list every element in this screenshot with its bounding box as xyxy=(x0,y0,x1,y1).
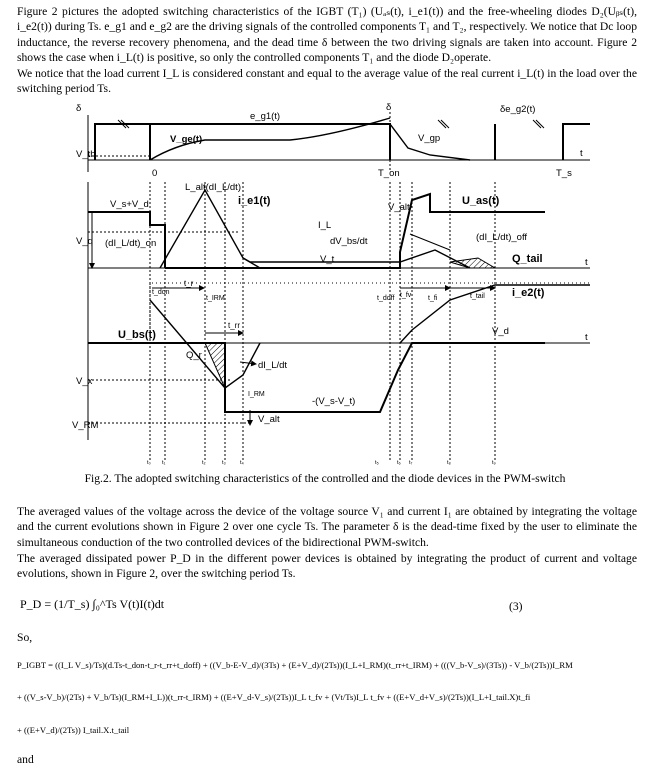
eg2-label: δe_g2(t) xyxy=(500,104,536,115)
dvbs-label: dV_bs/dt xyxy=(330,236,368,247)
body-paragraph-2: The averaged dissipated power P_D in the different power devices is obtained by integrating the product of current and voltage evolutions, shown in Figure 2, over the switching period Ts. xyxy=(17,552,637,581)
qr-hatch xyxy=(205,343,225,388)
figure-caption: Fig.2. The adopted switching characteristics of the controlled and the diode devices in the PWM-switch xyxy=(84,472,566,485)
intro-paragraph-2: We notice that the load current I_L is considered constant and equal to the average value of the real current i_L(t) in the load over the switching period Ts. xyxy=(17,67,637,96)
pigbt-equation-line1: P_IGBT = ((I_L V_s)/Ts)(d.Ts-t_don-t_r-t_rr+t_doff) + ((V_b-E-V_d)/(3Ts) + (E+V_d)/(2Ts))(I_L+I_RM)(t_rr+t_IRM) + (((V_b-V_s)/(3Ts)) - V_b/(2Ts))I_RM xyxy=(17,660,573,670)
uas-label: U_as(t) xyxy=(462,195,500,207)
axis-mark-label: t₅ xyxy=(375,460,379,466)
so-label: So, xyxy=(17,631,33,644)
tfi-label: t_fi xyxy=(428,295,438,302)
eg1-low-trace xyxy=(95,124,150,160)
qtail-label: Q_tail xyxy=(512,253,543,265)
ton-label: T_on xyxy=(378,168,400,179)
pigbt-equation-line2: + ((V_s-V_b)/(2Ts) + V_b/Ts)(I_RM+I_L))(t_rr-t_IRM) + ((E+V_d-V_s)/(2Ts))I_L t_fv + (Vt/Ts)I_L t_fv + ((E+V_d+V_s)/(2Ts))(I_L+I_tail.X)t_fi xyxy=(17,692,531,702)
and-label: and xyxy=(17,753,34,766)
qr-label: Q_r xyxy=(186,350,202,361)
trr-label: t_rr xyxy=(228,321,240,330)
valt-label: V_alt xyxy=(258,414,280,425)
delta-mid-label: δ xyxy=(386,102,392,113)
valt-top-label: V_alt xyxy=(388,202,410,213)
ie1-label: i_e1(t) xyxy=(238,195,271,207)
vd-label: V_d xyxy=(492,326,509,337)
ttail-label: t_tail xyxy=(470,293,485,300)
vge-label: V_ge(t) xyxy=(170,134,203,145)
didt-label: dI_L/dt xyxy=(258,360,288,371)
eg1-label: e_g1(t) xyxy=(250,111,281,122)
lalt-label: L_alt(dI_L/dt) xyxy=(185,182,241,193)
axis-mark-label: t₀ xyxy=(147,460,151,466)
t-axis-label-2: t xyxy=(585,257,588,268)
body-paragraph-1: The averaged values of the voltage across the device of the voltage source V₁ and current I₁ are obtained by integrating the voltage and the current evolutions shown in Figure 2 over one cycle Ts. The parameter δ is the dead-time fixed by the user to eliminate the simultaneous conduction of the two controlled devices of the bidirectional PWM-switch. xyxy=(17,505,637,549)
axis-mark-label: t₆ xyxy=(397,460,401,466)
axis-mark-label: t₇ xyxy=(409,460,413,466)
tirm-label: t_IRM xyxy=(206,295,225,302)
il-label: I_L xyxy=(318,220,332,231)
eg2-pulse xyxy=(563,124,590,160)
didt-off-line xyxy=(410,234,450,250)
vsvd-label: V_s+V_d xyxy=(110,199,149,210)
equation-number: (3) xyxy=(509,600,523,613)
ts-label: T_s xyxy=(556,168,572,179)
didt-off-label: (dI_L/dt)_off xyxy=(476,232,528,243)
vth-label: V_th xyxy=(76,149,96,160)
axis-mark-label: t₃ xyxy=(222,460,226,466)
axis-mark-label: t₂ xyxy=(202,460,206,466)
axis-mark-label: t₁ xyxy=(162,460,166,466)
vsvs-label: -(V_s-V_t) xyxy=(312,396,356,407)
vgp-label: V_gp xyxy=(418,133,441,144)
t-axis-label-3: t xyxy=(585,332,588,343)
pd-equation: P_D = (1/T_s) ∫₀^Ts V(t)I(t)dt xyxy=(20,597,165,611)
didt-on-label: (dI_L/dt)_on xyxy=(105,238,157,249)
tfv-label: t_fv xyxy=(400,292,412,299)
axis-mark-label: t₄ xyxy=(240,460,244,466)
didt-arrow xyxy=(240,362,256,364)
axis-mark-label: t₈ xyxy=(447,460,451,466)
vt-label: V_t xyxy=(320,254,335,265)
tdon-label: t_don xyxy=(152,289,170,296)
ie2-label: i_e2(t) xyxy=(512,287,545,299)
vx-label: V_x xyxy=(76,376,93,387)
vq-label: V_q xyxy=(76,236,93,247)
axis-mark-label: t₉ xyxy=(492,460,496,466)
zero-label: 0 xyxy=(152,168,158,179)
delta-left-label: δ xyxy=(76,103,82,114)
intro-paragraph-1: Figure 2 pictures the adopted switching characteristics of the IGBT (T₁) (Uₐₛ(t), i_e1(t)) and the free-wheeling diodes D₂(Uᵦₛ(t), i_e2(t)) during Ts. e_g1 and e_g2 are the driving signals of the controlled components T₁ and T₂, respectively. We notice that Dc loop inductance, the reverse recovery phenomena, and the dead time δ between the two driving signals are taken into account. Figure 2 shows the case when i_L(t) is positive, so only the controlled components T₁ and the diode D₂operate. xyxy=(17,5,637,65)
qtail-hatch xyxy=(450,258,495,268)
vrm-label: V_RM xyxy=(72,420,99,431)
tr-label: t_r xyxy=(184,279,194,288)
ie1-current-trace-2 xyxy=(243,250,470,268)
t-axis-label-1: t xyxy=(580,148,583,159)
ubs-label: U_bs(t) xyxy=(118,329,156,341)
irm-label: I_RM xyxy=(248,391,265,398)
tdoff-label: t_doff xyxy=(377,295,395,302)
axis-marks xyxy=(147,460,496,466)
pigbt-equation-line3: + ((E+V_d)/(2Ts)) I_tail.X.t_tail xyxy=(17,725,130,735)
